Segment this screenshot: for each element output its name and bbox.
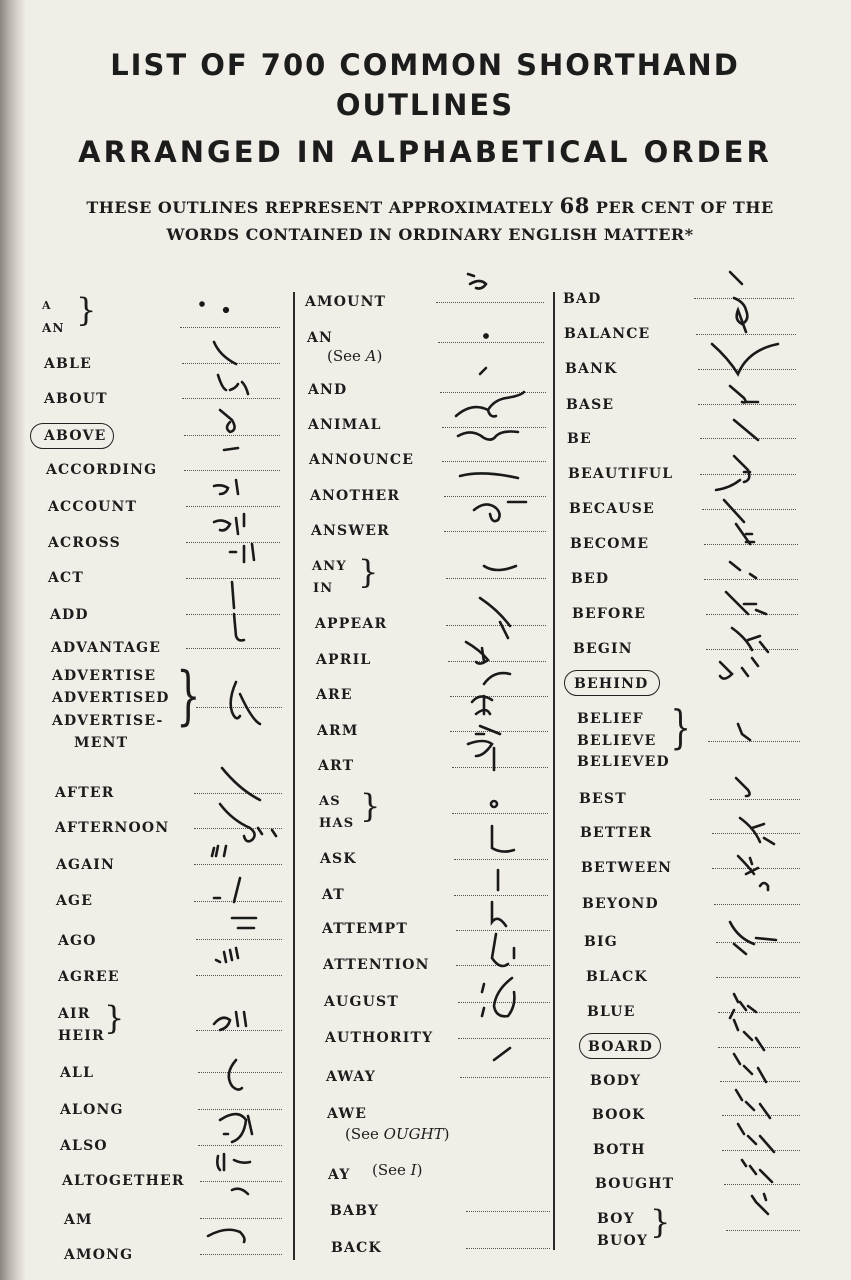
word-entry: BELIEF — [577, 711, 644, 727]
brace: } — [360, 787, 381, 825]
brace: } — [650, 1203, 671, 1241]
word-entry: ACROSS — [48, 535, 121, 551]
book-spine-shadow — [0, 0, 26, 1280]
word-entry: ANIMAL — [308, 417, 382, 433]
word-entry: AGAIN — [56, 857, 116, 873]
word-entry: AN — [307, 330, 334, 346]
word-entry: ADD — [50, 607, 89, 623]
word-entry: BECOME — [570, 536, 650, 552]
column-divider — [553, 292, 555, 1250]
word-entry: BELIEVED — [577, 754, 670, 770]
page-title-line2: OUTLINES — [335, 88, 515, 122]
word-entry: BALANCE — [564, 326, 651, 342]
word-entry: APPEAR — [315, 616, 388, 632]
word-entry: BEST — [579, 791, 627, 807]
subtitle-text: THESE OUTLINES REPRESENT APPROXIMATELY — [86, 198, 560, 217]
word-entry: BEGIN — [573, 641, 633, 657]
note-text: (See — [345, 1125, 384, 1143]
word-entry: ALTOGETHER — [62, 1173, 185, 1189]
word-entry: ANSWER — [311, 523, 390, 539]
subtitle-line1 — [40, 193, 820, 218]
word-entry: AM — [64, 1212, 93, 1228]
note-ref: A — [365, 347, 377, 365]
word-entry: AN — [42, 321, 65, 335]
note-text: ) — [416, 1161, 423, 1179]
brace: } — [670, 700, 691, 754]
word-entry: ADVANTAGE — [51, 640, 162, 656]
cross-reference-note — [372, 1163, 422, 1178]
word-entry: BEHIND — [574, 676, 649, 692]
word-entry: AMONG — [64, 1247, 134, 1263]
word-entry: ALL — [60, 1065, 95, 1081]
word-entry: AWAY — [326, 1069, 376, 1085]
word-entry: ACT — [48, 570, 85, 586]
word-entry: ANY — [312, 559, 347, 574]
word-entry: AFTER — [55, 785, 115, 801]
word-entry: BLUE — [587, 1004, 636, 1020]
note-text: ) — [443, 1125, 450, 1143]
cross-reference-note — [345, 1127, 450, 1142]
word-entry: ARE — [316, 687, 353, 703]
word-entry: BE — [567, 431, 592, 447]
shorthand-outlines-col2 — [436, 270, 552, 1260]
word-entry: A — [42, 299, 52, 312]
word-entry: BOY — [597, 1211, 635, 1227]
word-entry: AS — [319, 794, 341, 809]
word-entry: BOARD — [588, 1039, 653, 1055]
word-entry: ADVERTISE- — [52, 713, 164, 729]
note-ref: OUGHT — [383, 1125, 444, 1143]
word-entry: ADVERTISED — [52, 690, 170, 706]
word-entry: AY — [328, 1167, 351, 1183]
word-entry: ASK — [320, 851, 357, 867]
word-entry: AGO — [58, 933, 97, 949]
word-entry: BEYOND — [582, 896, 659, 912]
word-entry: BEFORE — [572, 606, 647, 622]
word-entry: BLACK — [586, 969, 648, 985]
word-entry: APRIL — [316, 652, 372, 668]
column-divider — [293, 292, 295, 1260]
word-entry: ACCORDING — [46, 462, 158, 478]
brace: } — [104, 999, 125, 1037]
word-entry: BEAUTIFUL — [568, 466, 674, 482]
brace: } — [76, 291, 97, 329]
word-entry: BANK — [565, 361, 618, 377]
word-entry: AIR — [58, 1006, 91, 1022]
page-title-line1: LIST OF 700 COMMON SHORTHAND — [110, 48, 740, 82]
word-entry: AUGUST — [324, 994, 399, 1010]
brace: } — [358, 553, 379, 591]
brace: } — [176, 659, 201, 733]
subtitle-line2: WORDS CONTAINED IN ORDINARY ENGLISH MATTER* — [166, 225, 694, 244]
word-entry: ATTENTION — [323, 957, 430, 973]
word-entry: ANOTHER — [310, 488, 401, 504]
cross-reference-note — [327, 349, 382, 364]
word-entry: AWE — [327, 1106, 368, 1122]
word-entry: AND — [308, 382, 348, 398]
word-entry: BAD — [563, 291, 602, 307]
word-entry: ABOUT — [44, 391, 108, 407]
word-entry: BETWEEN — [581, 860, 673, 876]
word-entry: IN — [313, 581, 334, 596]
word-entry: AT — [322, 887, 345, 903]
word-entry: AFTERNOON — [55, 820, 170, 836]
word-entry: BUOY — [597, 1233, 649, 1249]
word-entry: BELIEVE — [577, 733, 657, 749]
word-entry: ALSO — [60, 1138, 108, 1154]
word-entry: AMOUNT — [305, 294, 387, 310]
word-entry: ALONG — [60, 1102, 124, 1118]
word-entry: MENT — [74, 735, 129, 751]
word-entry: AGE — [56, 893, 94, 909]
subtitle-percent: 68 — [559, 193, 590, 218]
word-entry: ADVERTISE — [52, 668, 157, 684]
word-entry: AUTHORITY — [325, 1030, 434, 1046]
word-entry: BODY — [590, 1073, 642, 1089]
word-entry: HAS — [319, 816, 355, 831]
note-ref: I — [410, 1161, 417, 1179]
page-heading: ARRANGED IN ALPHABETICAL ORDER — [78, 135, 772, 169]
note-text: (See — [372, 1161, 411, 1179]
word-entry: BOOK — [592, 1107, 646, 1123]
word-entry: AGREE — [58, 969, 120, 985]
word-entry: ANNOUNCE — [309, 452, 415, 468]
word-entry: BETTER — [580, 825, 653, 841]
note-text: (See — [327, 347, 366, 365]
word-entry: ATTEMPT — [322, 921, 408, 937]
word-entry: BABY — [330, 1203, 380, 1219]
word-entry: BIG — [584, 934, 618, 950]
word-entry: ABOVE — [44, 428, 107, 444]
word-entry: BACK — [331, 1240, 382, 1256]
word-entry: BOUGHT — [595, 1176, 675, 1192]
word-entry: ARM — [317, 723, 359, 739]
word-entry: BECAUSE — [569, 501, 655, 517]
word-entry: BASE — [566, 397, 615, 413]
word-entry: ACCOUNT — [48, 499, 138, 515]
subtitle-text: PER CENT OF THE — [589, 198, 774, 217]
shorthand-outlines-col3 — [694, 262, 810, 1262]
shorthand-outlines-col1 — [180, 290, 290, 1270]
note-text: ) — [376, 347, 383, 365]
word-entry: HEIR — [58, 1028, 105, 1044]
word-entry: BOTH — [593, 1142, 646, 1158]
word-entry: BED — [571, 571, 610, 587]
word-entry: ABLE — [44, 356, 93, 372]
word-entry: ART — [318, 758, 355, 774]
